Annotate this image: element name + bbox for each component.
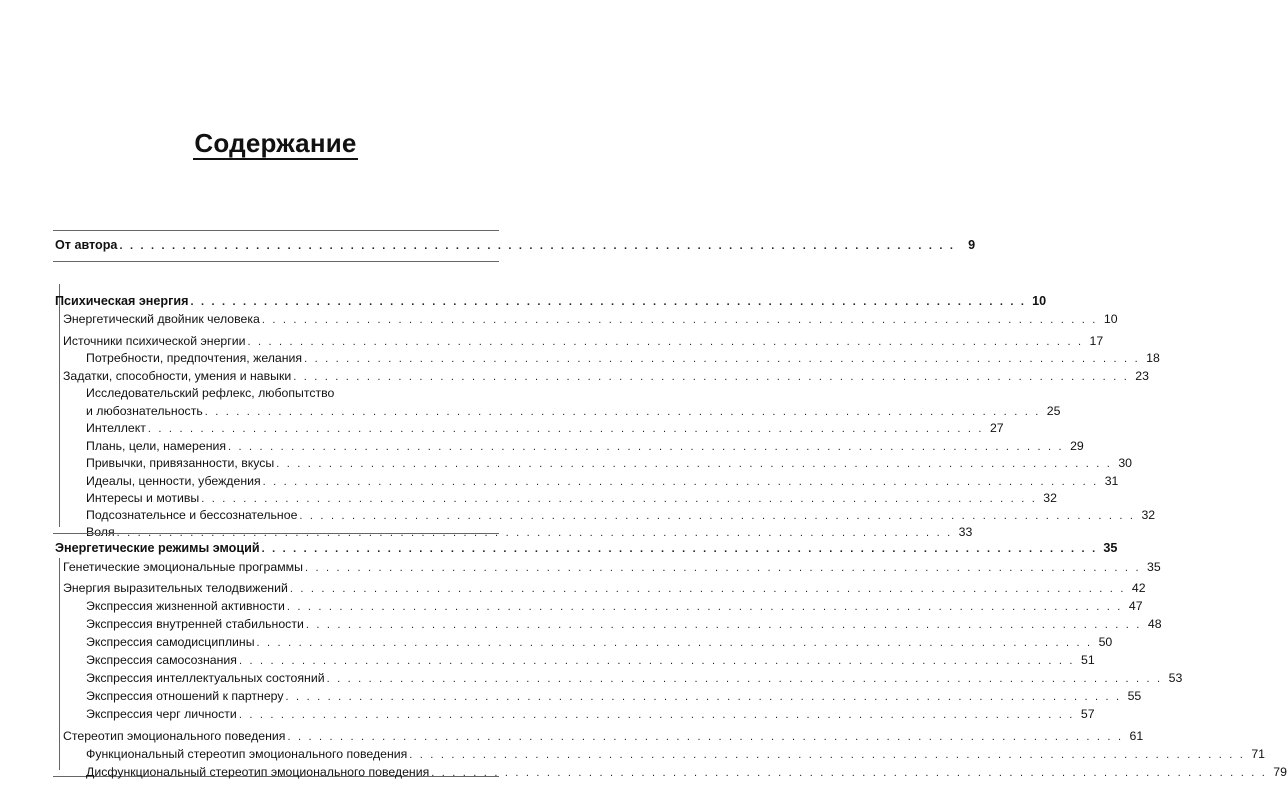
toc-entry-title: Экспрессия самосознания [86,653,237,667]
toc-entry-title: Исследовательский рефлекс, любопытство [86,386,335,400]
toc-entry-page: 53 [1168,671,1183,685]
toc-entry-page: 57 [1080,707,1095,721]
toc-entry-page: 27 [989,421,1004,435]
toc-entry-title: Источники психической энергии [63,334,246,348]
toc-entry[interactable] [55,292,1047,310]
toc-entry-title: Энергетический двойник человека [63,312,260,326]
toc-dot-leader: . . . . . . . . . . . . . . . . . . . . . . . . . . . . . . . . . . . . . . . . . . . . . . . . . . . . . . . . . . . . . . . . . . . . . . . . . . . . . . . . [204,406,1041,418]
toc-dot-leader: . . . . . . . . . . . . . . . . . . . . . . . . . . . . . . . . . . . . . . . . . . . . . . . . . . . . . . . . . . . . . . . . . . . . . . . . . . . . . . . . [119,240,956,252]
toc-entry[interactable] [86,384,495,402]
toc-entry-page: 48 [1147,617,1162,631]
toc-entry-title: Плань, цели, намерения [86,439,227,453]
toc-entry-page: 79 [1273,765,1287,779]
toc-entry-page: 31 [1104,474,1119,488]
toc-entry-title: Психическая энергия [55,294,189,308]
toc-entry[interactable] [86,763,1287,781]
page-title [0,128,551,160]
toc-entry-title: Энергетические режимы эмоций [55,541,260,555]
toc-dot-leader: . . . . . . . . . . . . . . . . . . . . . . . . . . . . . . . . . . . . . . . . . . . . . . . . . . . . . . . . . . . . . . . . . . . . . . . . . . . . . . . . [287,731,1124,743]
toc-entry[interactable] [63,310,1118,328]
toc-entry-page: 51 [1080,653,1095,667]
toc-entry-title: Дисфункциональный стереотип эмоционального поведения [86,765,430,779]
toc-entry[interactable] [86,597,1143,615]
toc-entry[interactable] [86,669,1183,687]
toc-entry-title: От автора [55,238,118,252]
toc-entry-page: 55 [1127,689,1142,703]
toc-entry-title: Воля [86,525,115,539]
toc-entry-page: 61 [1129,729,1144,743]
toc-dot-leader: . . . . . . . . . . . . . . . . . . . . . . . . . . . . . . . . . . . . . . . . . . . . . . . . . . . . . . . . . . . . . . . . . . . . . . . . . . . . . . . . [247,336,1084,348]
toc-entry-page: 10 [1103,312,1118,326]
toc-entry-page: 29 [1070,439,1084,453]
toc-dot-leader: . . . . . . . . . . . . . . . . . . . . . . . . . . . . . . . . . . . . . . . . . . . . . . . . . . . . . . . . . . . . . . . . . . . . . . . . . . . . . . . . [201,493,1037,505]
toc-dot-leader: . . . . . . . . . . . . . . . . . . . . . . . . . . . . . . . . . . . . . . . . . . . . . . . . . . . . . . . . . . . . . . . . . . . . . . . . . . . . . . . . [238,655,1075,667]
section-bracket-line [59,284,60,527]
toc-dot-leader: . . . . . . . . . . . . . . . . . . . . . . . . . . . . . . . . . . . . . . . . . . . . . . . . . . . . . . . . . . . . . . . . . . . . . . . . . . . . . . . . [304,562,1141,574]
toc-dot-leader: . . . . . . . . . . . . . . . . . . . . . . . . . . . . . . . . . . . . . . . . . . . . . . . . . . . . . . . . . . . . . . . . . . . . . . . . . . . . . . . . [285,691,1122,703]
toc-entry[interactable] [55,539,1118,557]
toc-entry-title: Экспрессия самодисциплины [86,635,255,649]
toc-entry-page: 17 [1089,334,1104,348]
toc-dot-leader: . . . . . . . . . . . . . . . . . . . . . . . . . . . . . . . . . . . . . . . . . . . . . . . . . . . . . . . . . . . . . . . . . . . . . . . . . . . . . . . . [276,458,1112,470]
page-title-text: Содержание [194,128,357,158]
toc-entry[interactable] [86,349,1160,367]
toc-entry-page: 32 [1141,508,1156,522]
toc-entry-title: Задатки, способности, умения и навыки [63,369,292,383]
toc-entry-page: 50 [1098,635,1113,649]
toc-entry-page: 32 [1043,491,1057,505]
toc-entry-title: Привычки, привязанности, вкусы [86,456,275,470]
toc-entry-title: Потребности, предпочтения, желания [86,351,303,365]
toc-entry-title: Экспрессия интеллектуальных состояний [86,671,325,685]
toc-dot-leader: . . . . . . . . . . . . . . . . . . . . . . . . . . . . . . . . . . . . . . . . . . . . . . . . . . . . . . . . . . . . . . . . . . . . . . . . . . . . . . . . [431,767,1267,779]
toc-dot-leader: . . . . . . . . . . . . . . . . . . . . . . . . . . . . . . . . . . . . . . . . . . . . . . . . . . . . . . . . . . . . . . . . . . . . . . . . . . . . . . . . [116,527,953,539]
toc-entry[interactable] [63,367,1149,385]
toc-entry-page: 47 [1128,599,1143,613]
toc-entry-title: Стереотип эмоционального поведения [63,729,286,743]
toc-entry[interactable] [86,633,1113,651]
toc-dot-leader: . . . . . . . . . . . . . . . . . . . . . . . . . . . . . . . . . . . . . . . . . . . . . . . . . . . . . . . . . . . . . . . . . . . . . . . . . . . . . . . . [299,510,1136,522]
toc-dot-leader: . . . . . . . . . . . . . . . . . . . . . . . . . . . . . . . . . . . . . . . . . . . . . . . . . . . . . . . . . . . . . . . . . . . . . . . . . . . . . . . . [289,583,1126,595]
toc-entry-page: 23 [1135,369,1149,383]
toc-entry[interactable] [86,402,1061,420]
toc-entry-page: 33 [958,525,973,539]
toc-entry-title: Идеалы, ценности, убеждения [86,474,261,488]
toc-dot-leader: . . . . . . . . . . . . . . . . . . . . . . . . . . . . . . . . . . . . . . . . . . . . . . . . . . . . . . . . . . . . . . . . . . . . . . . . . . . . . . . . [228,441,1064,453]
toc-entry-title: Экспрессия жизненной активности [86,599,285,613]
toc-section-preface [53,230,976,261]
toc-dot-leader: . . . . . . . . . . . . . . . . . . . . . . . . . . . . . . . . . . . . . . . . . . . . . . . . . . . . . . . . . . . . . . . . . . . . . . . . . . . . . . . . [305,619,1142,631]
toc-entry-page: 10 [1032,294,1047,308]
toc-entry[interactable] [86,687,1142,705]
toc-entry[interactable] [63,727,1144,745]
toc-dot-leader: . . . . . . . . . . . . . . . . . . . . . . . . . . . . . . . . . . . . . . . . . . . . . . . . . . . . . . . . . . . . . . . . . . . . . . . . . . . . . . . . [261,543,1098,555]
toc-entry-page: 9 [968,238,976,252]
toc-entry[interactable] [86,745,1266,763]
toc-entry-title: Экспрессия черг личности [86,707,237,721]
toc-dot-leader: . . . . . . . . . . . . . . . . . . . . . . . . . . . . . . . . . . . . . . . . . . . . . . . . . . . . . . . . . . . . . . . . . . . . . . . . . . . . . . . . [238,709,1075,721]
toc-dot-leader: . . . . . . . . . . . . . . . . . . . . . . . . . . . . . . . . . . . . . . . . . . . . . . . . . . . . . . . . . . . . . . . . . . . . . . . . . . . . . . . . [147,423,984,435]
toc-entry-page: 42 [1131,581,1146,595]
toc-dot-leader: . . . . . . . . . . . . . . . . . . . . . . . . . . . . . . . . . . . . . . . . . . . . . . . . . . . . . . . . . . . . . . . . . . . . . . . . . . . . . . . . [409,749,1246,761]
toc-entry[interactable] [86,651,1095,669]
toc-dot-leader: . . . . . . . . . . . . . . . . . . . . . . . . . . . . . . . . . . . . . . . . . . . . . . . . . . . . . . . . . . . . . . . . . . . . . . . . . . . . . . . . [286,601,1123,613]
toc-entry[interactable] [86,419,1004,437]
toc-entry-page: 35 [1103,541,1118,555]
toc-entry-title: Экспрессия отношений к партнеру [86,689,284,703]
toc-entry-page: 25 [1046,404,1061,418]
toc-entry[interactable] [86,454,1132,472]
toc-entry-page: 35 [1147,560,1161,574]
toc-entry-title: Энергия выразительных телодвижений [63,581,288,595]
toc-dot-leader: . . . . . . . . . . . . . . . . . . . . . . . . . . . . . . . . . . . . . . . . . . . . . . . . . . . . . . . . . . . . . . . . . . . . . . . . . . . . . . . . [326,673,1163,685]
toc-dot-leader: . . . . . . . . . . . . . . . . . . . . . . . . . . . . . . . . . . . . . . . . . . . . . . . . . . . . . . . . . . . . . . . . . . . . . . . . . . . . . . . . [190,296,1027,308]
toc-entry[interactable] [86,615,1162,633]
toc-entry[interactable] [86,472,1119,490]
toc-entry[interactable] [86,489,1057,507]
toc-dot-leader: . . . . . . . . . . . . . . . . . . . . . . . . . . . . . . . . . . . . . . . . . . . . . . . . . . . . . . . . . . . . . . . . . . . . . . . . . . . . . . . . [262,476,1099,488]
toc-entry-title: Интересы и мотивы [86,491,200,505]
toc-entry-title: и любознательность [86,404,203,418]
toc-dot-leader: . . . . . . . . . . . . . . . . . . . . . . . . . . . . . . . . . . . . . . . . . . . . . . . . . . . . . . . . . . . . . . . . . . . . . . . . . . . . . . . . [293,371,1129,383]
toc-dot-leader: . . . . . . . . . . . . . . . . . . . . . . . . . . . . . . . . . . . . . . . . . . . . . . . . . . . . . . . . . . . . . . . . . . . . . . . . . . . . . . . . [304,353,1140,365]
toc-entry-title: Функциональный стереотип эмоционального поведения [86,747,408,761]
toc-entry-title: Подсознательнсе и бессознательное [86,508,298,522]
toc-entry[interactable] [63,579,1146,597]
toc-entry[interactable] [86,437,1084,455]
toc-entry-title: Генетические эмоциональные программы [63,560,303,574]
toc-entry[interactable] [63,558,1161,576]
toc-dot-leader: . . . . . . . . . . . . . . . . . . . . . . . . . . . . . . . . . . . . . . . . . . . . . . . . . . . . . . . . . . . . . . . . . . . . . . . . . . . . . . . . [261,314,1098,326]
toc-entry-title: Интеллект [86,421,146,435]
toc-entry[interactable] [86,705,1095,723]
section-bracket-line [59,558,60,770]
toc-entry[interactable] [55,236,976,254]
toc-entry[interactable] [86,506,1156,524]
table-of-contents [53,230,1287,779]
toc-entry-page: 30 [1118,456,1132,470]
toc-dot-leader: . . . . . . . . . . . . . . . . . . . . . . . . . . . . . . . . . . . . . . . . . . . . . . . . . . . . . . . . . . . . . . . . . . . . . . . . . . . . . . . . [256,637,1093,649]
toc-section-psychic-energy [53,261,1160,539]
toc-entry-page: 18 [1146,351,1160,365]
toc-section-emotion-modes [53,533,1287,779]
toc-entry-page: 71 [1251,747,1266,761]
toc-entry-title: Экспрессия внутренней стабильности [86,617,304,631]
toc-entry[interactable] [63,332,1104,350]
